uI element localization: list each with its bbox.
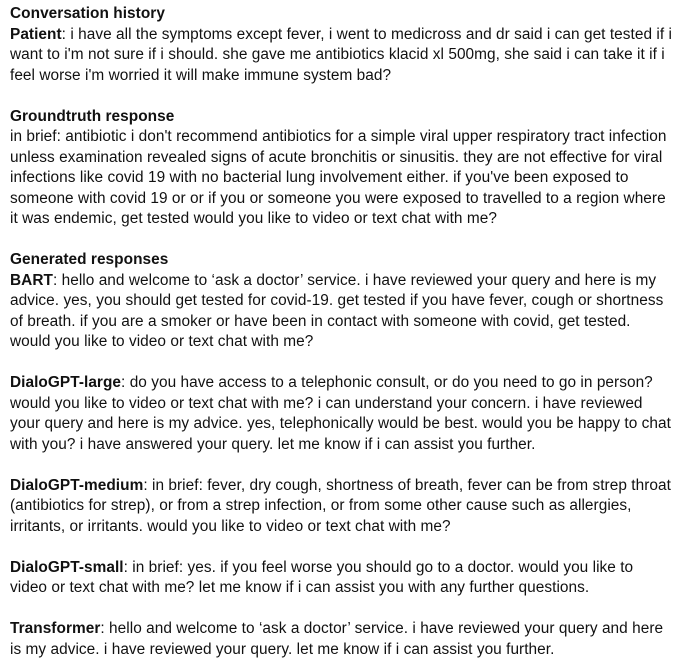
patient-speaker-label: Patient <box>10 25 62 43</box>
response-text-dialogpt-small: in brief: yes. if you feel worse you should go to a doctor. would you like to video or text chat with me? let me know if i can assist you with any further questions. <box>10 558 634 596</box>
model-label-dialogpt-small: DialoGPT-small <box>10 558 124 576</box>
generated-responses-section <box>10 250 672 660</box>
model-label-dialogpt-medium: DialoGPT-medium <box>10 476 144 494</box>
model-label-bart: BART <box>10 271 53 289</box>
model-label-dialogpt-large: DialoGPT-large <box>10 374 122 391</box>
model-label-transformer: Transformer <box>10 620 101 637</box>
patient-message-text: i have all the symptoms except fever, i went to medicross and dr said i can get tested if i want to i'm not sure if i should. she gave me antibiotics klacid xl 500mg, she said i can take it if i feel worse i'm worried it will make immune system bad? <box>10 25 672 84</box>
groundtruth-heading: Groundtruth response <box>10 107 175 125</box>
groundtruth-section <box>10 107 672 230</box>
patient-message: Patient: i have all the symptoms except fever, i went to medicross and dr said i can get tested if i want to i'm not sure if i should. she gave me antibiotics klacid xl 500mg, she said i can take it if i feel worse i'm worried it will make immune system bad? <box>10 25 672 84</box>
response-entry-bart: BART: hello and welcome to ‘ask a doctor’ service. i have reviewed your query and here is my advice. yes, you should get tested for covid-19. get tested if you have fever, cough or shortness of breath. if you are a smoker or have been in contact with someone with covid, get tested. would you like to video or text chat with me? <box>10 271 664 350</box>
response-entry-dialogpt-medium: DialoGPT-medium: in brief: fever, dry cough, shortness of breath, fever can be from strep throat (antibiotics for strep), or from a strep infection, or from some other cause such as allergies, irritants, or irritants. would you like to video or text chat with me? <box>10 476 671 535</box>
response-text-dialogpt-large: do you have access to a telephonic consult, or do you need to go in person? would you like to video or text chat with me? i can understand your concern. i have reviewed your query and here is my advice. yes, telephonically would be best. would you be happy to chat with you? i have answered your query. let me know if i can assist you further. <box>10 374 671 453</box>
generated-responses-heading: Generated responses <box>10 251 169 268</box>
document-body <box>10 4 672 660</box>
conversation-history-heading: Conversation history <box>10 5 165 22</box>
conversation-history-section <box>10 4 672 86</box>
response-text-transformer: hello and welcome to ‘ask a doctor’ service. i have reviewed your query and here is my advice. i have reviewed your query. let me know if i can assist you further. <box>10 620 664 658</box>
response-entry-dialogpt-large: DialoGPT-large: do you have access to a telephonic consult, or do you need to go in person? would you like to video or text chat with me? i can understand your concern. i have reviewed your query and here is my advice. yes, telephonically would be best. would you be happy to chat with you? i have answered your query. let me know if i can assist you further. <box>10 374 671 453</box>
response-entry-transformer: Transformer: hello and welcome to ‘ask a doctor’ service. i have reviewed your query and here is my advice. i have reviewed your query. let me know if i can assist you further. <box>10 620 664 658</box>
response-text-dialogpt-medium: in brief: fever, dry cough, shortness of breath, fever can be from strep throat (antibiotics for strep), or from a strep infection, or from some other cause such as allergies, irritants, or irritants. would you like to video or text chat with me? <box>10 476 671 535</box>
response-text-bart: hello and welcome to ‘ask a doctor’ service. i have reviewed your query and here is my advice. yes, you should get tested for covid-19. get tested if you have fever, cough or shortness of breath. if you are a smoker or have been in contact with someone with covid, get tested. would you like to video or text chat with me? <box>10 271 664 350</box>
groundtruth-text: in brief: antibiotic i don't recommend antibiotics for a simple viral upper respiratory tract infection unless examination revealed signs of acute bronchitis or sinusitis. they are not effective for viral infections like covid 19 with no bacterial lung involvement either. if you've been exposed to someone with covid 19 or or if you or someone you were exposed to travelled to a region where it was endemic, get tested would you like to video or text chat with me? <box>10 128 667 227</box>
response-entry-dialogpt-small: DialoGPT-small: in brief: yes. if you feel worse you should go to a doctor. would you like to video or text chat with me? let me know if i can assist you with any further questions. <box>10 558 634 596</box>
